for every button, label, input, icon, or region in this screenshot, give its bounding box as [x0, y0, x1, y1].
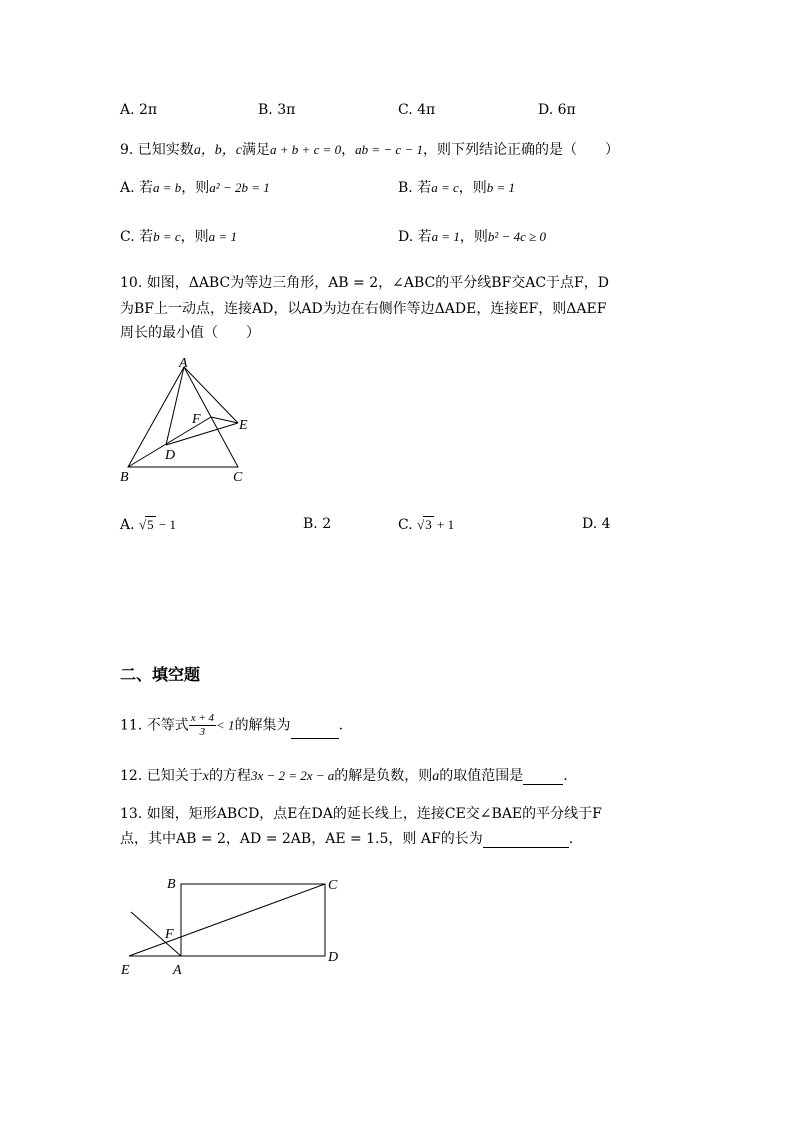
q13-label-b: B: [167, 877, 176, 892]
q9-option-c: C. 若b = c，则a = 1: [120, 229, 237, 245]
q10-label-d: D: [165, 448, 176, 463]
q13-answer-blank[interactable]: [483, 833, 569, 848]
q10-option-b: B. 2: [303, 516, 332, 532]
q13-rectangle-figure: [115, 870, 355, 985]
q13-label-f: F: [165, 927, 174, 942]
q10-line-2: 为BF上一动点，连接AD，以AD为边在右侧作等边ΔADE，连接EF，则ΔAEF: [120, 301, 607, 317]
q10-label-f: F: [192, 412, 201, 427]
q12: 12. 已知关于x的方程3x − 2 = 2x − a的解是负数，则a的取值范围是 .: [120, 768, 568, 784]
q10-label-e: E: [239, 418, 248, 433]
q11-answer-blank[interactable]: [291, 724, 339, 739]
q10-option-a: A. √5 − 1: [120, 517, 176, 533]
q10-triangle-figure: [110, 355, 270, 490]
q9-stem: 9. 已知实数a，b，c满足a + b + c = 0，ab = − c − 1，则下列结论正确的是（ ）: [120, 142, 619, 158]
q10-option-d: D. 4: [582, 516, 611, 532]
q13-label-e: E: [121, 963, 130, 978]
q9-option-d: D. 若a = 1，则b² − 4c ≥ 0: [398, 229, 546, 245]
section-heading-fill-blank: 二、填空题: [120, 665, 201, 684]
q9-option-b: B. 若a = c，则b = 1: [398, 180, 516, 196]
q10-line-1: 10. 如图，ΔABC为等边三角形，AB = 2，∠ABC的平分线BF交AC于点F，D: [120, 275, 609, 291]
q12-answer-blank[interactable]: [523, 770, 563, 785]
q13-line-1: 13. 如图，矩形ABCD，点E在DA的延长线上，连接CE交∠BAE的平分线于F: [120, 806, 602, 822]
q10-label-b: B: [120, 470, 129, 485]
q10-line-3: 周长的最小值（ ）: [120, 325, 260, 341]
q13-label-a: A: [173, 963, 182, 978]
q11: 11. 不等式 $\frac{x + 4}{3}$ < 1的解集为 .: [120, 712, 344, 738]
q8-option-a: A. 2π: [120, 102, 158, 118]
q8-option-d: D. 6π: [538, 102, 576, 118]
q8-option-c: C. 4π: [398, 102, 436, 118]
q10-option-c: C. √3 + 1: [398, 517, 455, 533]
q13-label-d: D: [328, 950, 339, 965]
q13-label-c: C: [328, 878, 338, 893]
q10-label-a: A: [179, 356, 188, 371]
q8-option-b: B. 3π: [258, 102, 296, 118]
q10-label-c: C: [233, 470, 243, 485]
q11-fraction: $\frac{x + 4}{3}$: [190, 712, 215, 738]
q9-option-a: A. 若a = b，则a² − 2b = 1: [120, 180, 270, 196]
q13-line-2: 点，其中AB = 2，AD = 2AB，AE = 1.5，则 AF的长为 .: [120, 831, 574, 847]
